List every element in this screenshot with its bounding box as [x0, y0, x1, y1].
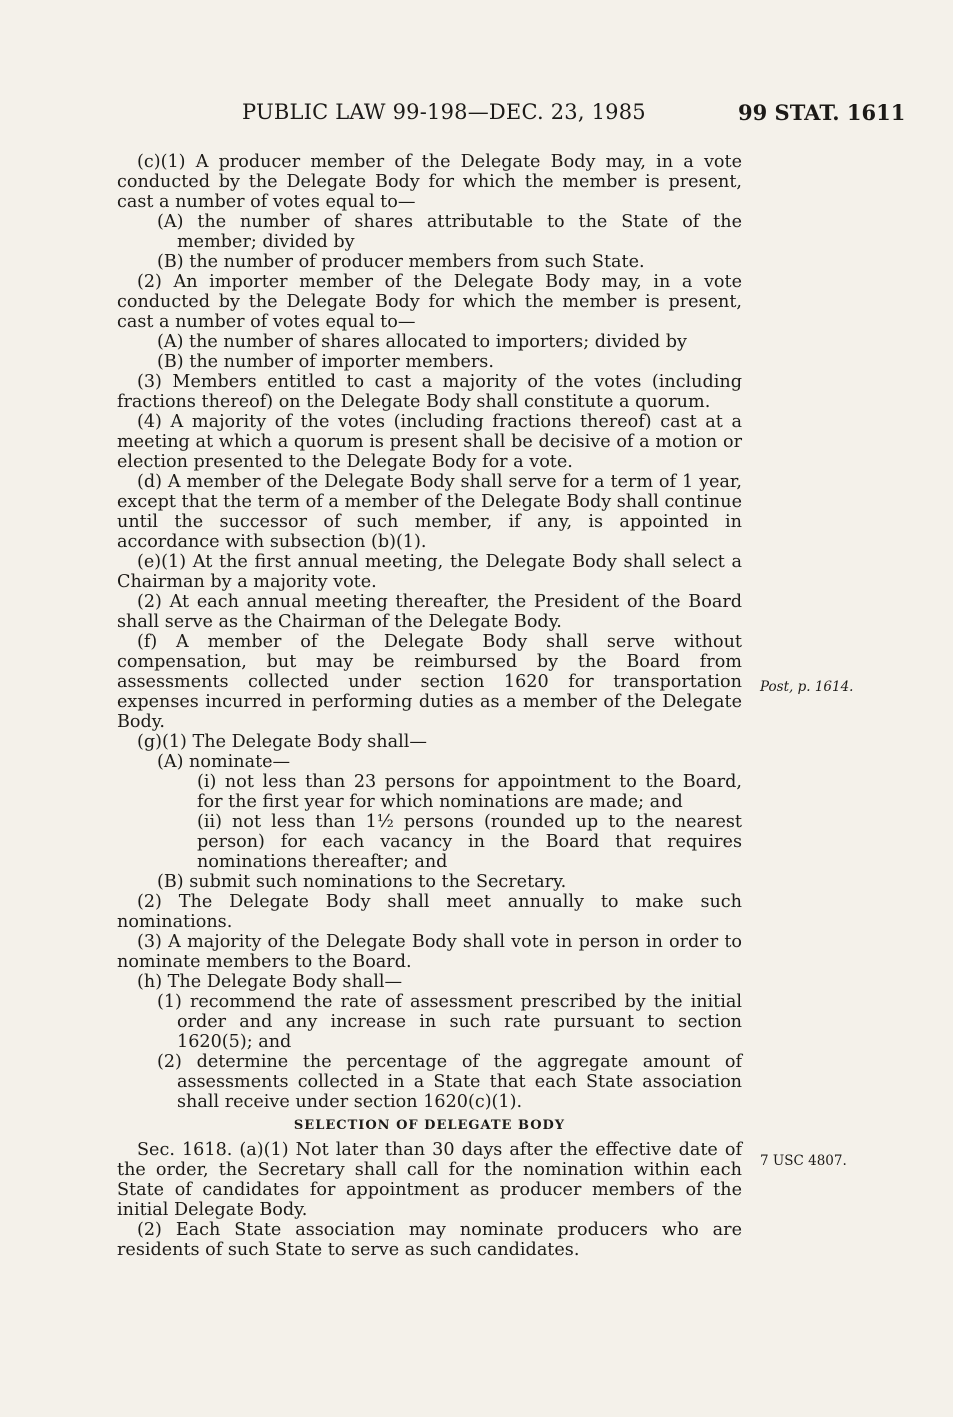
section-heading: SELECTION OF DELEGATE BODY [293, 1118, 566, 1133]
paragraph-c3: (3) Members entitled to cast a majority of the votes (including fractions thereof) on the Delegate Body shall constitute a quorum. [117, 372, 742, 412]
section-1618-a2: (2) Each State association may nominate producers who are residents of such State to serve as such candidates. [117, 1220, 742, 1260]
paragraph-c2: (2) An importer member of the Delegate Body may, in a vote conducted by the Delegate Body for which the member is present, cast a number of votes equal to— [117, 272, 742, 332]
section-1618-a1: Sec. 1618. (a)(1) Not later than 30 days after the effective date of the order, the Secretary shall call for the nomination within each State of candidates for appointment as producer members of the initial Delegate Body. [117, 1140, 742, 1220]
margin-note-post-text: Post, p. 1614. [760, 679, 854, 695]
paragraph-g2: (2) The Delegate Body shall meet annually to make such nominations. [117, 892, 742, 932]
running-header-stat: 99 STAT. 1611 [738, 100, 906, 125]
clause-g1-a: (A) nominate— [157, 752, 291, 772]
clause-c2-b: (B) the number of importer members. [157, 352, 494, 372]
statute-body [117, 152, 742, 1260]
margin-note-usc: 7 USC 4807. [760, 1153, 847, 1169]
paragraph-g1: (g)(1) The Delegate Body shall— [137, 732, 427, 752]
paragraph-d: (d) A member of the Delegate Body shall serve for a term of 1 year, except that the term of a member of the Delegate Body shall continue until the successor of such member, if any, is appointed in accordance with subsection (b)(1). [117, 472, 742, 552]
clause-c1-b: (B) the number of producer members from such State. [157, 252, 645, 272]
subclause-g1-a-i: (i) not less than 23 persons for appointment to the Board, for the first year for which nominations are made; and [197, 772, 742, 812]
paragraph-f: (f) A member of the Delegate Body shall serve without compensation, but may be reimbursed by the Board from assessments collected under section 1620 for transportation expenses incurred in performing duties as a member of the Delegate Body. [117, 632, 742, 732]
clause-h1: (1) recommend the rate of assessment prescribed by the initial order and any increase in such rate pursuant to section 1620(5); and [157, 992, 742, 1052]
clause-g1-b: (B) submit such nominations to the Secretary. [157, 872, 567, 892]
paragraph-e1: (e)(1) At the first annual meeting, the Delegate Body shall select a Chairman by a majority vote. [117, 552, 742, 592]
paragraph-h: (h) The Delegate Body shall— [137, 972, 403, 992]
running-header-law: PUBLIC LAW 99-198—DEC. 23, 1985 [242, 100, 646, 124]
clause-h2: (2) determine the percentage of the aggregate amount of assessments collected in a State that each State association shall receive under section 1620(c)(1). [157, 1052, 742, 1112]
paragraph-c4: (4) A majority of the votes (including fractions thereof) cast at a meeting at which a quorum is present shall be decisive of a motion or election presented to the Delegate Body for a vote. [117, 412, 742, 472]
paragraph-g3: (3) A majority of the Delegate Body shall vote in person in order to nominate members to the Board. [117, 932, 742, 972]
margin-note-post [760, 679, 853, 695]
clause-c1-a: (A) the number of shares attributable to the State of the member; divided by [157, 212, 742, 252]
paragraph-e2: (2) At each annual meeting thereafter, the President of the Board shall serve as the Chairman of the Delegate Body. [117, 592, 742, 632]
clause-c2-a: (A) the number of shares allocated to importers; divided by [157, 332, 687, 352]
paragraph-c1: (c)(1) A producer member of the Delegate Body may, in a vote conducted by the Delegate Body for which the member is present, cast a number of votes equal to— [117, 152, 742, 212]
subclause-g1-a-ii: (ii) not less than 1½ persons (rounded up to the nearest person) for each vacancy in the Board that requires nominations thereafter; and [197, 812, 742, 872]
